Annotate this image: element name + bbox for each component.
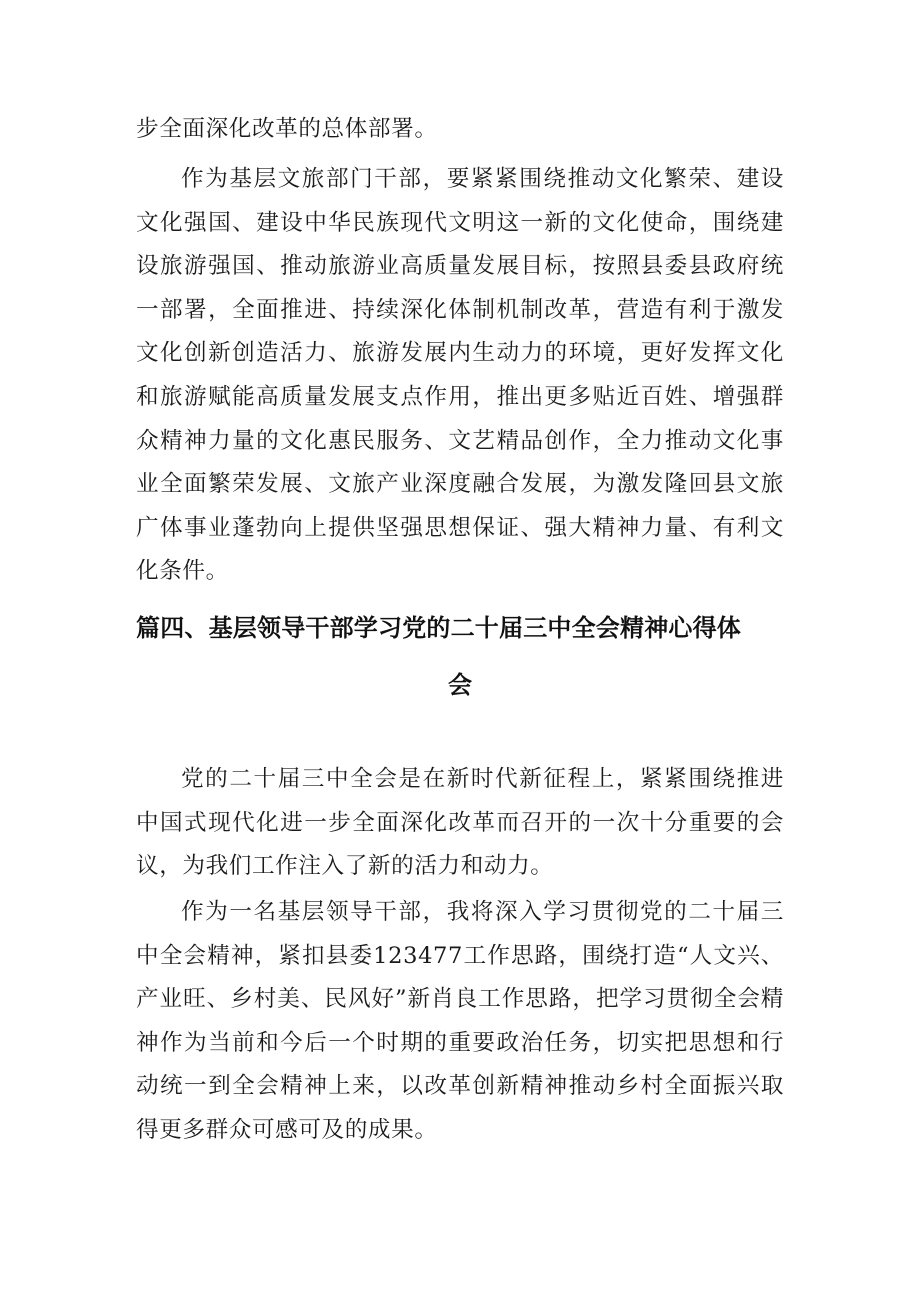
body-paragraph-3: 作为一名基层领导干部，我将深入学习贯彻党的二十届三中全会精神，紧扣县委123477工作思路，围绕打造“人文兴、产业旺、乡村美、民风好”新肖良工作思路，把学习贯彻全会精神作为当前和今后一个时期的重要政治任务，切实把思想和行动统一到全会精神上来，以改革创新精神推动乡村全面振兴取得更多群众可感可及的成果。	[136, 899, 784, 1143]
body-paragraph-1: 作为基层文旅部门干部，要紧紧围绕推动文化繁荣、建设文化强国、建设中华民族现代文明这一新的文化使命，围绕建设旅游强国、推动旅游业高质量发展目标，按照县委县政府统一部署，全面推进、持续深化体制机制改革，营造有利于激发文化创新创造活力、旅游发展内生动力的环境，更好发挥文化和旅游赋能高质量发展支点作用，推出更多贴近百姓、增强群众精神力量的文化惠民服务、文艺精品创作，全力推动文化事业全面繁荣发展、文旅产业深度融合发展，为激发隆回县文旅广体事业蓬勃向上提供坚强思想保证、强大精神力量、有利文化条件。	[136, 166, 784, 585]
section-title-continuation: 会	[448, 671, 472, 699]
body-paragraph-2: 党的二十届三中全会是在新时代新征程上，紧紧围绕推进中国式现代化进一步全面深化改革而召开的一次十分重要的会议，为我们工作注入了新的活力和动力。	[136, 766, 784, 880]
section-title: 篇四、基层领导干部学习党的二十届三中全会精神心得体	[136, 614, 741, 642]
carryover-paragraph: 步全面深化改革的总体部署。	[136, 116, 438, 142]
